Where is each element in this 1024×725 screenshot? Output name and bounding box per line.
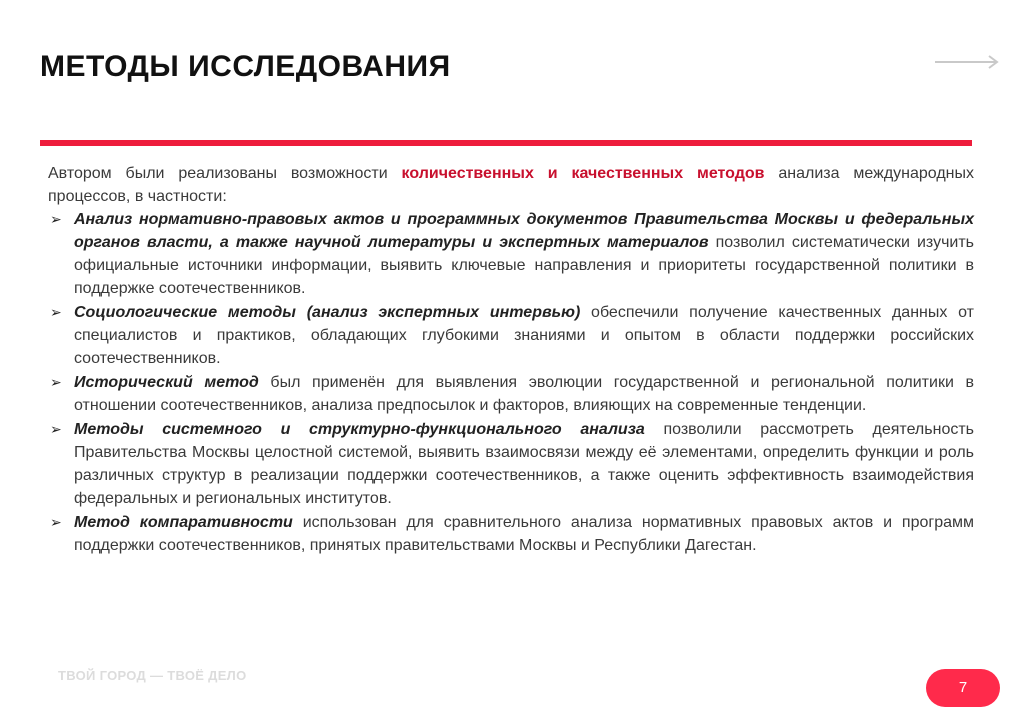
method-name: Исторический метод [74, 374, 259, 391]
method-description: позволили рассмотреть деятельность Правительства Москвы целостной системой, выявить взаимосвязи между её элементами, определить функции и роль различных структур в реализации поддержки соотечественников, а также оценить эффективность взаимодействия федеральных и региональных институтов. [74, 421, 975, 507]
list-item-systemic [48, 418, 974, 510]
method-name: Метод компаративности [74, 514, 293, 531]
list-item-historical [48, 371, 974, 417]
bullet-arrow-icon: ➢ [50, 304, 62, 320]
slide-body [48, 162, 974, 558]
method-description: позволил систематически изучить официальные источники информации, выявить ключевые направления и приоритеты государственной политики в поддержке соотечественников. [74, 234, 975, 297]
intro-paragraph [48, 162, 974, 208]
page-number-badge: 7 [926, 669, 1000, 707]
accent-divider [40, 140, 972, 146]
arrow-right-icon [934, 54, 1000, 70]
bullet-arrow-icon: ➢ [50, 514, 62, 530]
footer-brand-slogan: ТВОЙ ГОРОД — ТВОЁ ДЕЛО [58, 668, 247, 683]
method-description: обеспечили получение качественных данных от специалистов и практиков, обладающих глубокими знаниями и опытом в области поддержки российских соотечественников. [74, 304, 975, 367]
list-item-comparative [48, 511, 974, 557]
method-name: Анализ нормативно-правовых актов и программных документов Правительства Москвы и федеральных органов власти, а также научной литературы и экспертных материалов [74, 211, 974, 251]
intro-text-after: анализа международных процессов, в частности: [48, 165, 975, 205]
methods-list [48, 208, 974, 557]
method-description: был применён для выявления эволюции государственной и региональной политики в отношении соотечественников, анализа предпосылок и факторов, влияющих на современные тенденции. [74, 374, 975, 414]
list-item-legal-analysis [48, 208, 974, 300]
intro-highlight: количественных и качественных методов [401, 165, 765, 182]
bullet-arrow-icon: ➢ [50, 421, 62, 437]
bullet-arrow-icon: ➢ [50, 211, 62, 227]
method-name: Социологические методы (анализ экспертных интервью) [74, 304, 581, 321]
method-name: Методы системного и структурно-функционального анализа [74, 421, 645, 438]
intro-text-before: Автором были реализованы возможности [48, 165, 402, 182]
slide-title: МЕТОДЫ ИССЛЕДОВАНИЯ [40, 50, 451, 83]
method-description: использован для сравнительного анализа нормативных правовых актов и программ поддержки соотечественников, принятых правительствами Москвы и Республики Дагестан. [74, 514, 975, 554]
bullet-arrow-icon: ➢ [50, 374, 62, 390]
list-item-sociological [48, 301, 974, 370]
